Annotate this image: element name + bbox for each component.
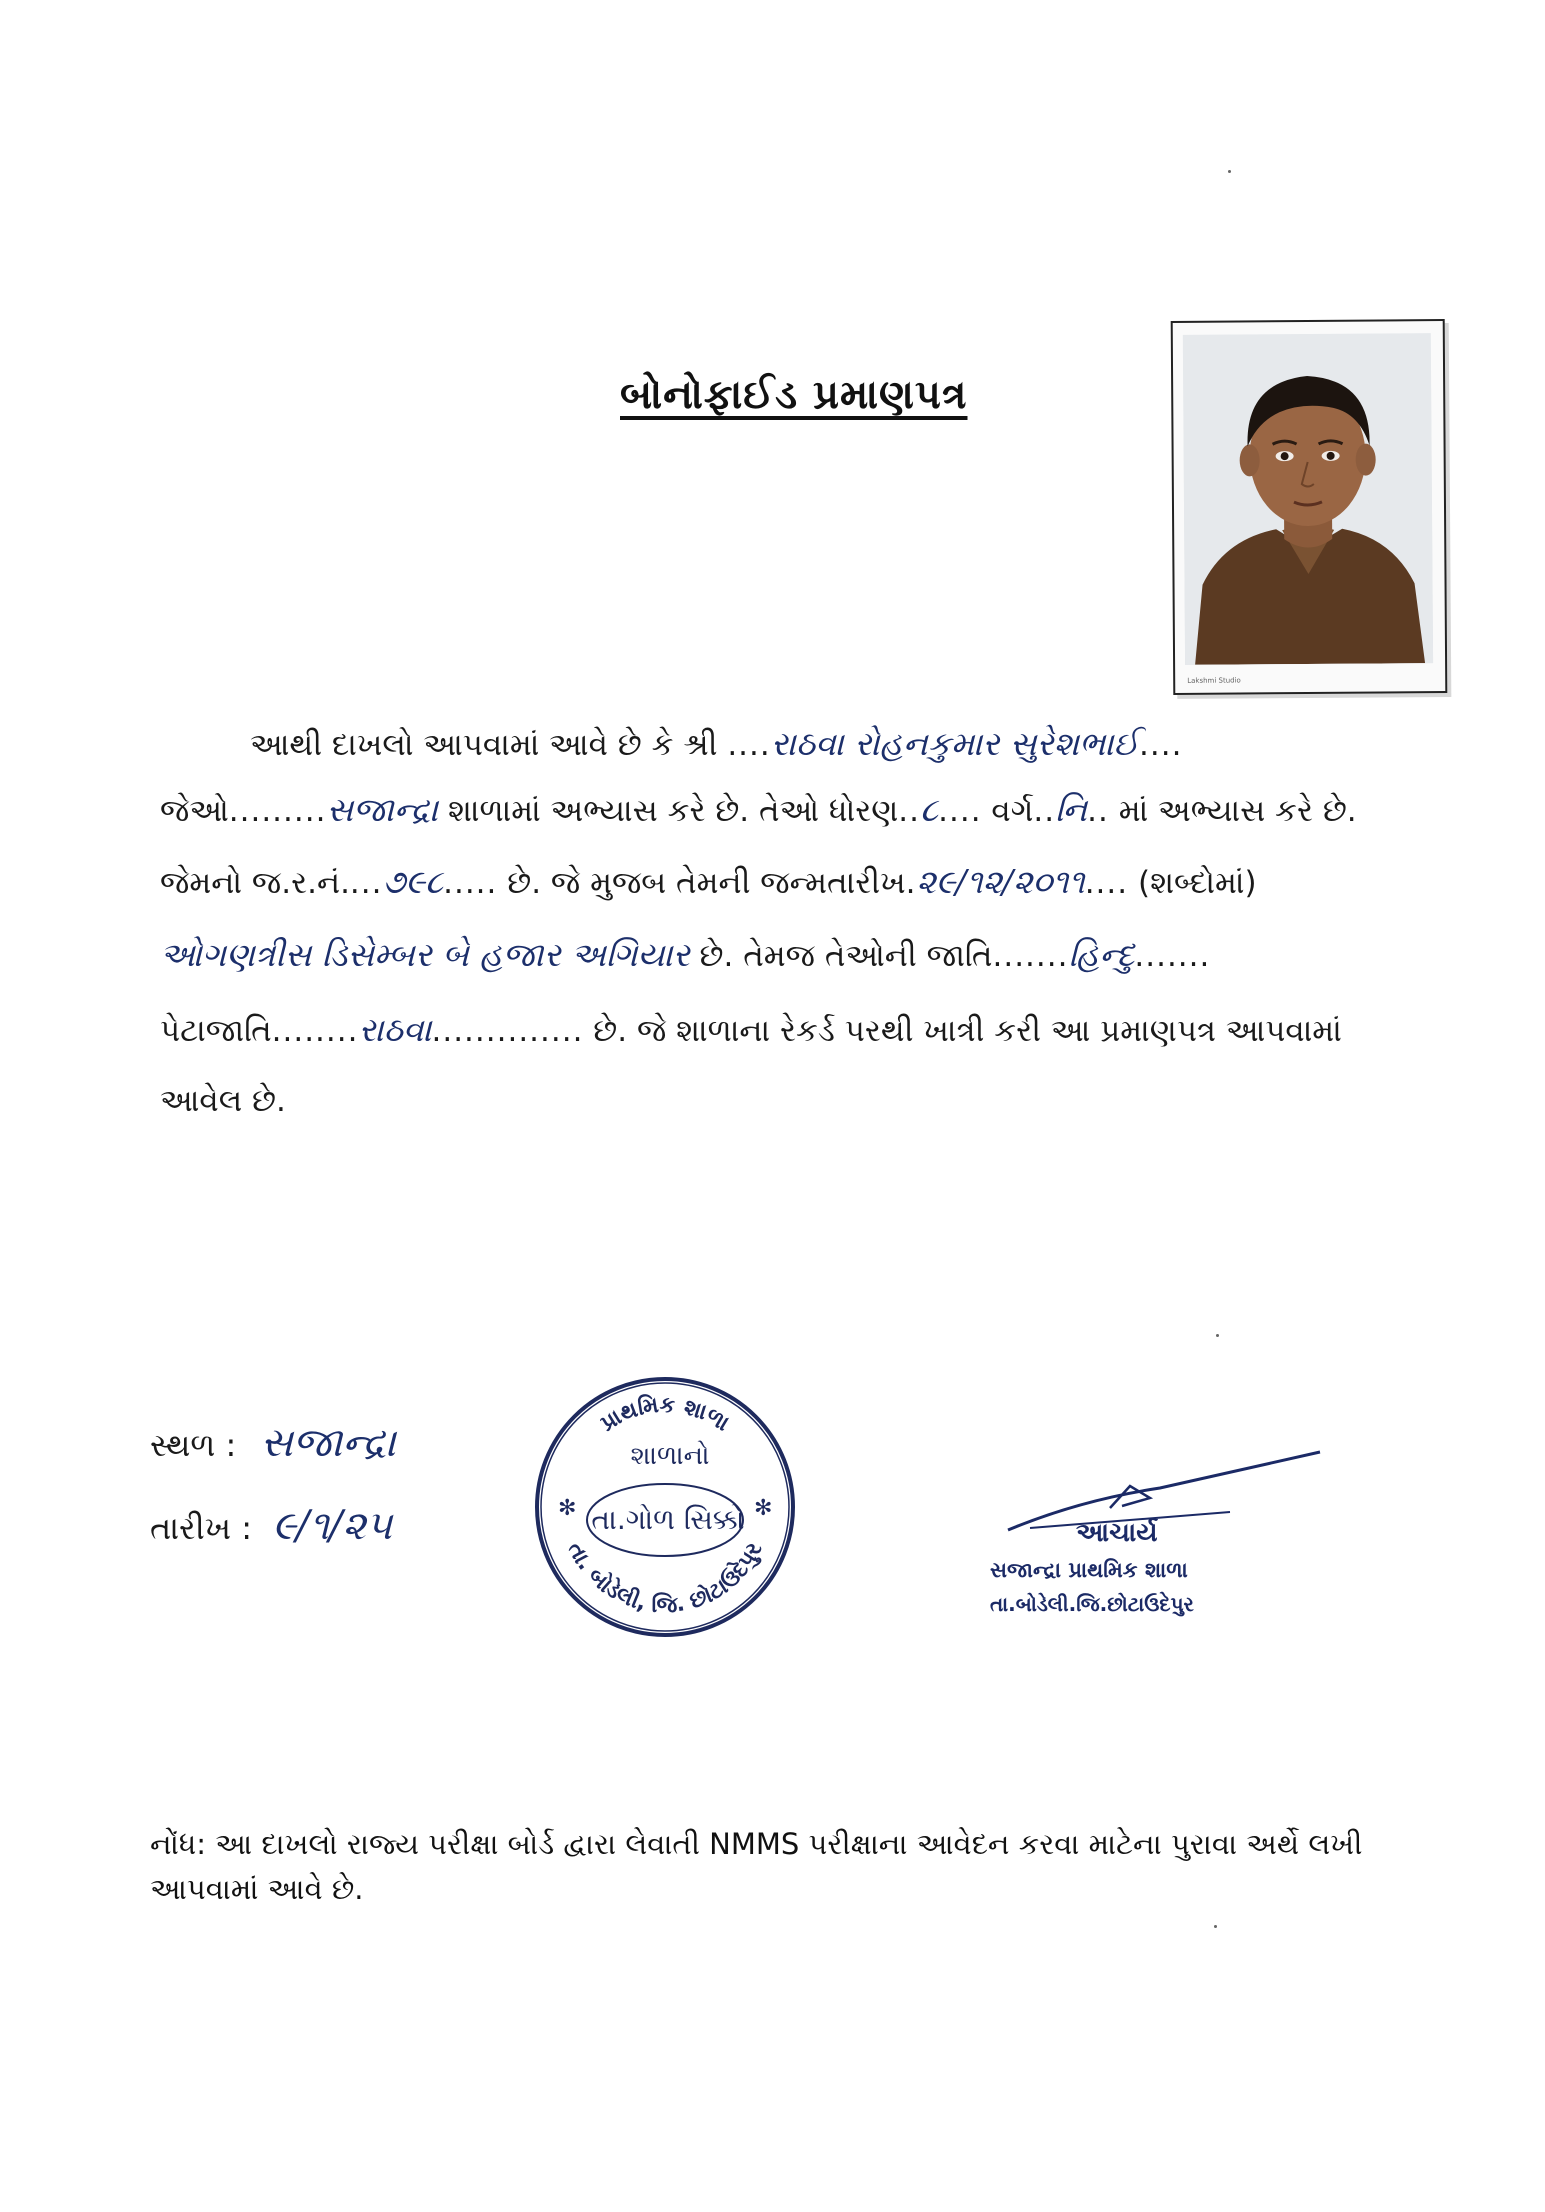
dob-handwritten: ૨૯/૧૨/૨૦૧૧ [916,862,1085,901]
student-name-handwritten: રાઠવા રોહનકુમાર સુરેશભાઈ [770,724,1140,763]
svg-text:પ્રાથમિક શાળા [596,1392,733,1437]
student-photo [1171,319,1448,695]
dots: .. [1087,793,1109,829]
subcaste-handwritten: રાઠવા [358,1010,432,1049]
line4-mid: છે. તેમજ તેઓની જાતિ [689,938,993,974]
line3-suffix: (શબ્દોમાં) [1128,865,1257,901]
line2-prefix: જેઓ [160,793,229,829]
dots: ....... [992,938,1069,974]
caste-handwritten: હિન્દુ [1068,935,1135,974]
principal-title: આચાર્ય [1076,1518,1158,1548]
body-line-3 [160,862,1257,902]
line2-suffix: માં અભ્યાસ કરે છે. [1108,793,1357,829]
dots: ....... [1134,938,1211,974]
dots: ........ [271,1013,359,1049]
stamp-top-arc: પ્રાથમિક શાળા [596,1392,734,1437]
dots: ......... [228,793,327,829]
svg-text:તા. બોડેલી, જિ. છોટાઉદેપુર [562,1538,768,1618]
dots: ..... [443,865,498,901]
line5-prefix: પેટાજાતિ [160,1013,272,1049]
scan-speck [1228,170,1231,173]
dots: .... [727,727,771,763]
footnote: નોંધ: આ દાખલો રાજ્ય પરીક્ષા બોર્ડ દ્વારા લેવાતી NMMS પરીક્ષાના આવેદન કરવા માટેના પુરાવા અર્થે લખી આપવામાં આવે છે. [150,1827,1363,1906]
body-line-4 [160,935,1210,975]
dots: .. [1033,793,1056,829]
stamp-star-left-icon: ✻ [558,1496,577,1521]
body-line-2 [160,790,1357,830]
stamp-star-right-icon: ✻ [754,1496,773,1521]
date-handwritten: ૯/૧/૨૫ [272,1503,393,1549]
register-number-handwritten: ૭૯૮ [382,862,444,901]
stamp-center-main: તા.ગોળ સિક્કો [591,1503,745,1536]
certificate-title: બોનોફાઈડ પ્રમાણપત્ર [620,372,968,418]
dob-in-words-handwritten: ઓગણત્રીસ ડિસેમ્બર બે હજાર અગિયાર [160,935,690,974]
dots: .... [938,793,982,829]
date-row [150,1503,392,1549]
school-address-stamp: તા.બોડેલી.જિ.છોટાઉદેપુર [990,1592,1194,1616]
place-handwritten: સજાન્દ્રા [260,1420,396,1466]
scan-speck [1216,1334,1219,1337]
line2-mid: શાળામાં અભ્યાસ કરે છે. તેઓ ધોરણ [438,793,899,829]
stamp-center-top: શાળાનો [630,1441,710,1471]
line3-mid: છે. જે મુજબ તેમની જન્મતારીખ [497,865,906,901]
stamp-bottom-arc: તા. બોડેલી, જિ. છોટાઉદેપુર [562,1538,768,1619]
place-row [150,1420,396,1466]
signature-scribble-icon [990,1430,1350,1540]
place-label: સ્થળ : [150,1426,237,1464]
stamp-seal-icon [530,1372,800,1642]
dots: .............. [431,1013,584,1049]
division-handwritten: નિ [1055,790,1088,829]
line2-mid2: વર્ગ [981,793,1034,829]
dots: ... [349,865,383,901]
body-line-5 [160,1010,1342,1050]
body-line-6: આવેલ છે. [160,1083,286,1119]
dots: . [905,865,917,901]
principal-signature-block [990,1430,1350,1630]
photo-caption: Lakshmi Studio [1187,676,1241,685]
line5-suffix: છે. જે શાળાના રેકર્ડ પરથી ખાત્રી કરી આ પ્રમાણપત્ર આપવામાં [583,1013,1342,1049]
school-name-stamp: સજાન્દ્રા પ્રાથમિક શાળા [990,1558,1188,1582]
school-round-stamp [530,1372,800,1642]
line3-prefix: જેમનો જ.ર.નં. [160,865,350,901]
boy-portrait-illustration [1183,333,1433,665]
line1-prefix: આથી દાખલો આપવામાં આવે છે કે શ્રી [250,727,728,763]
scan-speck [1214,1925,1217,1928]
dots: .... [1084,865,1129,901]
photo-image [1183,333,1433,665]
school-name-handwritten: સજાન્દ્રા [326,790,439,829]
standard-handwritten: ૮ [919,790,939,829]
dots: .. [898,793,920,829]
date-label: તારીખ : [150,1509,253,1547]
dots: .... [1139,727,1183,763]
body-line-1 [250,724,1182,764]
